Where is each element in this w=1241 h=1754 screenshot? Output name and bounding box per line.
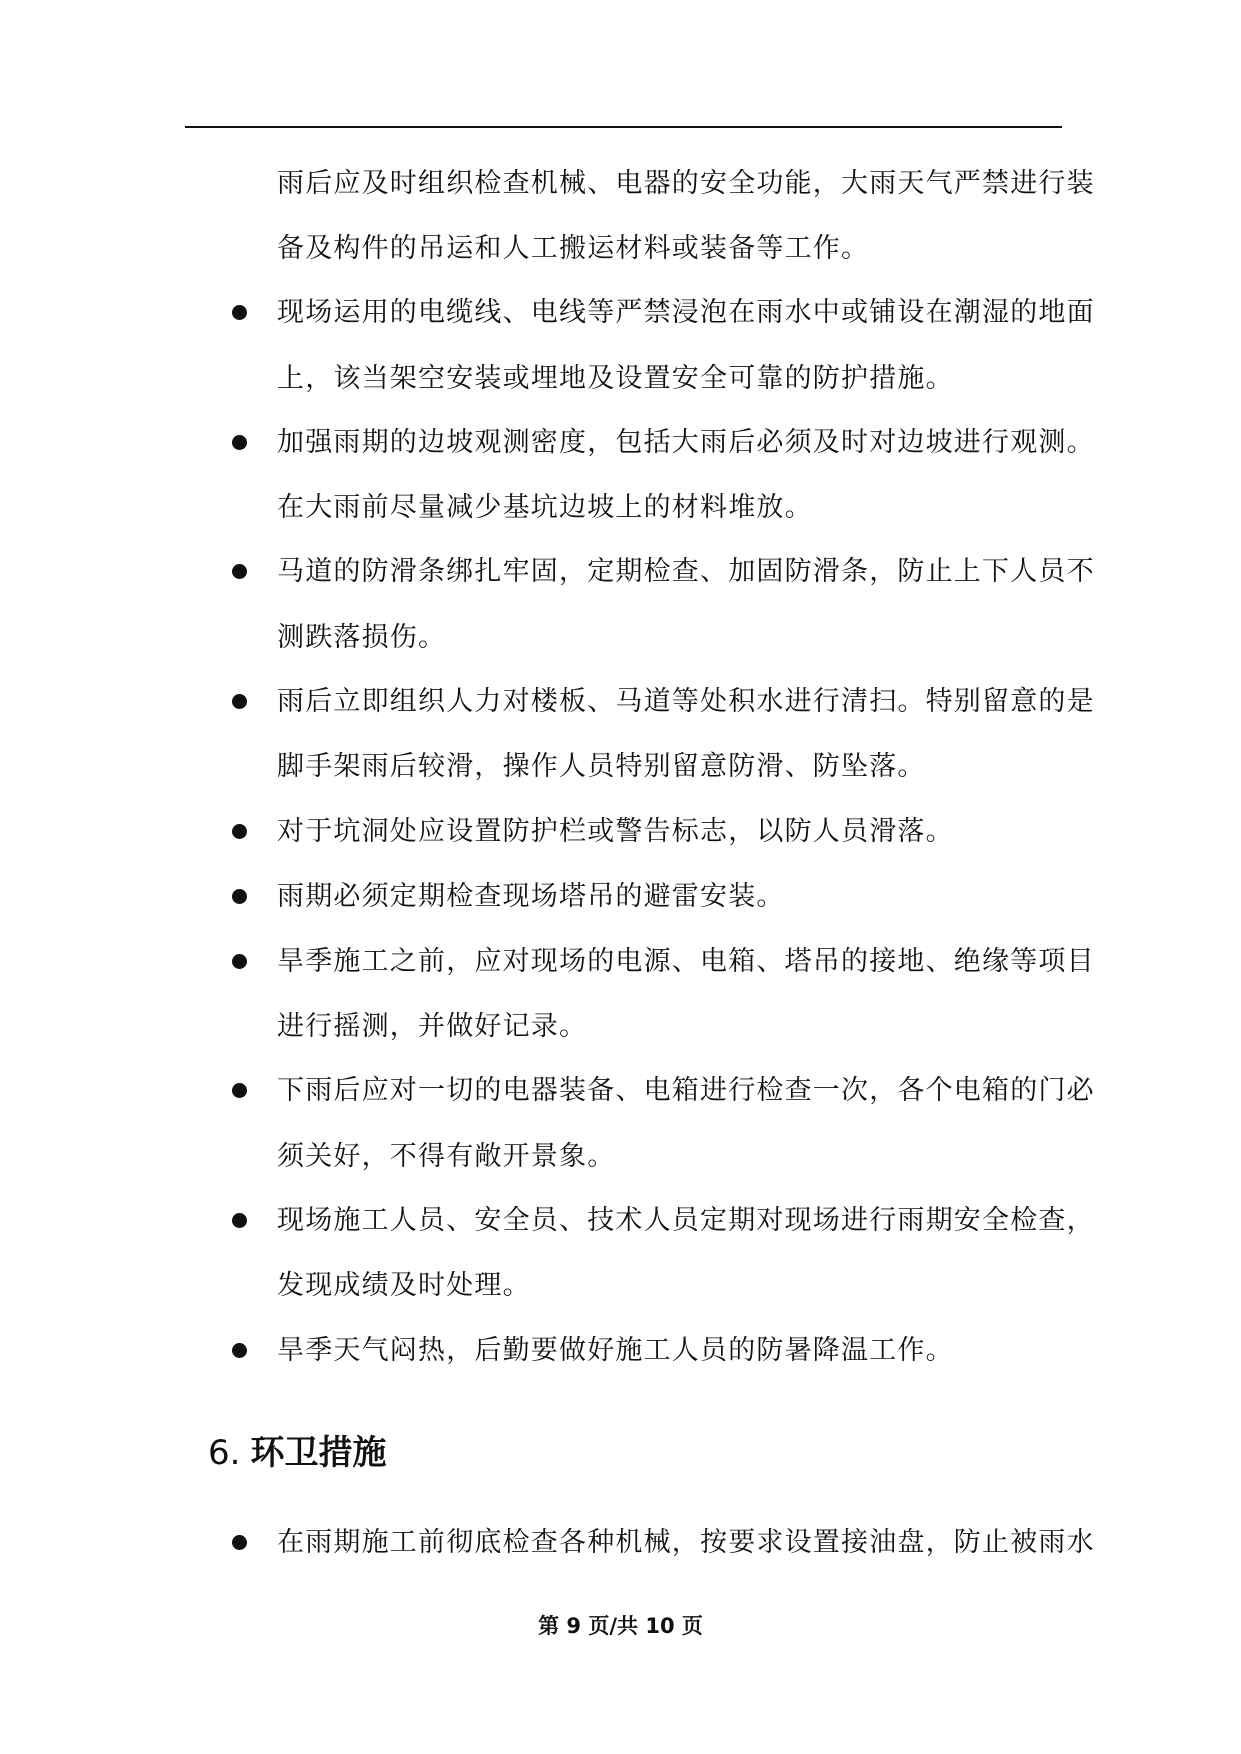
- page-footer: 第 9 页/共 10 页: [538, 1614, 703, 1638]
- body-text-line: 现场运用的电缆线、电线等严禁浸泡在雨水中或铺设在潮湿的地面: [277, 297, 1095, 328]
- bullet-icon: [232, 1083, 247, 1098]
- body-text-line: 上，该当架空安装或埋地及设置安全可靠的防护措施。: [277, 363, 954, 394]
- section-heading: [208, 1433, 386, 1473]
- body-text-line: 旱季施工之前，应对现场的电源、电箱、塔吊的接地、绝缘等项目: [277, 946, 1095, 977]
- body-text-line: 下雨后应对一切的电器装备、电箱进行检查一次，各个电箱的门必: [277, 1075, 1095, 1106]
- body-text-line: 马道的防滑条绑扎牢固，定期检查、加固防滑条，防止上下人员不: [277, 556, 1095, 587]
- body-text-line: 脚手架雨后较滑，操作人员特别留意防滑、防坠落。: [277, 751, 926, 782]
- section-title: 环卫措施: [250, 1433, 387, 1473]
- body-text-line: 测跌落损伤。: [277, 622, 447, 653]
- body-text-line: 进行摇测，并做好记录。: [277, 1011, 588, 1042]
- body-text-line: 旱季天气闷热，后勤要做好施工人员的防暑降温工作。: [277, 1335, 954, 1366]
- body-text-line: 对于坑洞处应设置防护栏或警告标志，以防人员滑落。: [277, 816, 954, 847]
- body-text-line: 在大雨前尽量减少基坑边坡上的材料堆放。: [277, 492, 813, 523]
- body-text-line: 须关好，不得有敞开景象。: [277, 1141, 616, 1172]
- bullet-icon: [232, 1535, 247, 1550]
- body-text-line: 雨后应及时组织检查机械、电器的安全功能，大雨天气严禁进行装: [277, 168, 1095, 199]
- bullet-icon: [232, 824, 247, 839]
- body-text-line: 在雨期施工前彻底检查各种机械，按要求设置接油盘，防止被雨水: [277, 1527, 1095, 1558]
- bullet-icon: [232, 954, 247, 969]
- bullet-icon: [232, 694, 247, 709]
- body-text-line: 加强雨期的边坡观测密度，包括大雨后必须及时对边坡进行观测。: [277, 427, 1095, 458]
- bullet-icon: [232, 435, 247, 450]
- body-text-line: 雨期必须定期检查现场塔吊的避雷安装。: [277, 881, 785, 912]
- bullet-icon: [232, 1213, 247, 1228]
- header-rule: [185, 126, 1062, 128]
- body-text-line: 现场施工人员、安全员、技术人员定期对现场进行雨期安全检查，: [277, 1205, 1095, 1236]
- bullet-icon: [232, 564, 247, 579]
- bullet-icon: [232, 1343, 247, 1358]
- body-text-line: 备及构件的吊运和人工搬运材料或装备等工作。: [277, 233, 870, 264]
- bullet-icon: [232, 305, 247, 320]
- section-number: 6.: [208, 1433, 241, 1473]
- body-text-line: 雨后立即组织人力对楼板、马道等处积水进行清扫。特别留意的是: [277, 686, 1095, 717]
- body-text-line: 发现成绩及时处理。: [277, 1270, 531, 1301]
- bullet-icon: [232, 889, 247, 904]
